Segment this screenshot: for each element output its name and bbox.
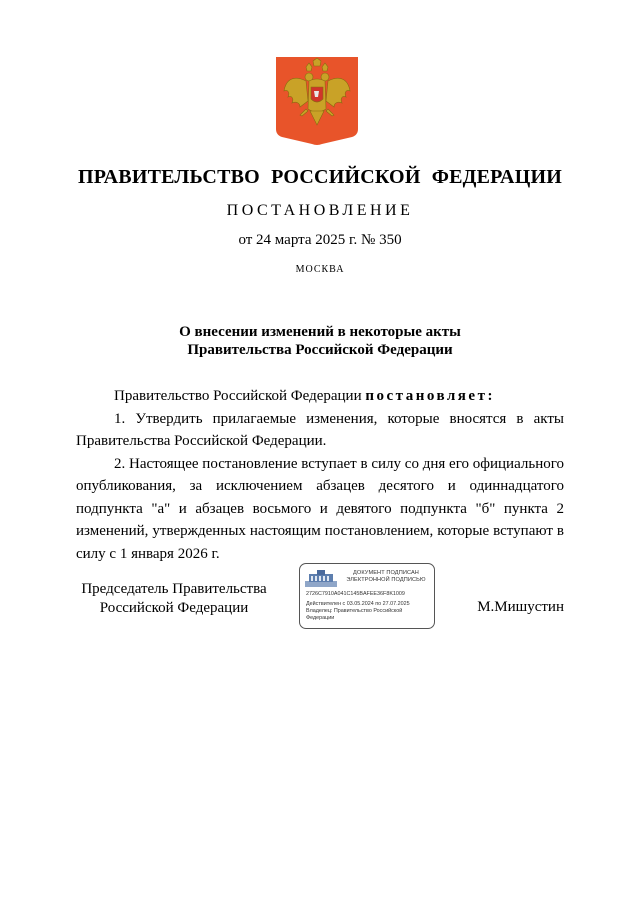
stamp-owner-line-1: Владелец: Правительство Российской <box>306 608 403 614</box>
stamp-serial: 2726C7910A041C145BAFEE36F8K1009 <box>306 591 405 597</box>
document-date-number: от 24 марта 2025 г. № 350 <box>238 232 402 248</box>
document-subject <box>0 323 640 359</box>
stamp-header <box>340 570 432 584</box>
signer-position <box>76 580 272 617</box>
subject-line-2: Правительства Российской Федерации <box>187 342 453 358</box>
document-type: ПОСТАНОВЛЕНИЕ <box>226 202 414 219</box>
stamp-validity: Действителен с 03.05.2024 по 27.07.2025 <box>306 601 410 607</box>
document-body <box>76 385 564 565</box>
signer-name: М.Мишустин <box>477 599 564 615</box>
paragraph-2: 2. Настоящее постановление вступает в силу со дня его официального опубликования, за исключением абзацев десятого и одиннадцатого подпункта "а" и абзацев восьмого и девятого подпункта "б" пункта 2 изменений, утвержденных настоящим постановлением, которые вступают в силу с 1 января 2026 г. <box>76 455 564 562</box>
stamp-header-line-1: ДОКУМЕНТ ПОДПИСАН <box>353 570 419 576</box>
signer-position-line-1: Председатель Правительства <box>81 581 267 597</box>
coat-of-arms-icon <box>276 57 358 147</box>
government-title: ПРАВИТЕЛЬСТВО РОССИЙСКОЙ ФЕДЕРАЦИИ <box>78 166 562 188</box>
electronic-signature-stamp <box>299 563 435 629</box>
stamp-header-line-2: ЭЛЕКТРОННОЙ ПОДПИСЬЮ <box>346 577 426 583</box>
intro-paragraph <box>76 385 564 408</box>
document-city: МОСКВА <box>295 264 345 275</box>
subject-line-1: О внесении изменений в некоторые акты <box>179 324 461 340</box>
building-icon <box>305 569 337 587</box>
signer-position-line-2: Российской Федерации <box>99 599 249 616</box>
intro-resolves: постановляет: <box>365 388 495 404</box>
intro-text: Правительство Российской Федерации <box>114 388 366 404</box>
stamp-owner-line-2: Федерации <box>306 615 335 621</box>
paragraph-1: 1. Утвердить прилагаемые изменения, которые вносятся в акты Правительства Российской Федерации. <box>76 410 564 449</box>
